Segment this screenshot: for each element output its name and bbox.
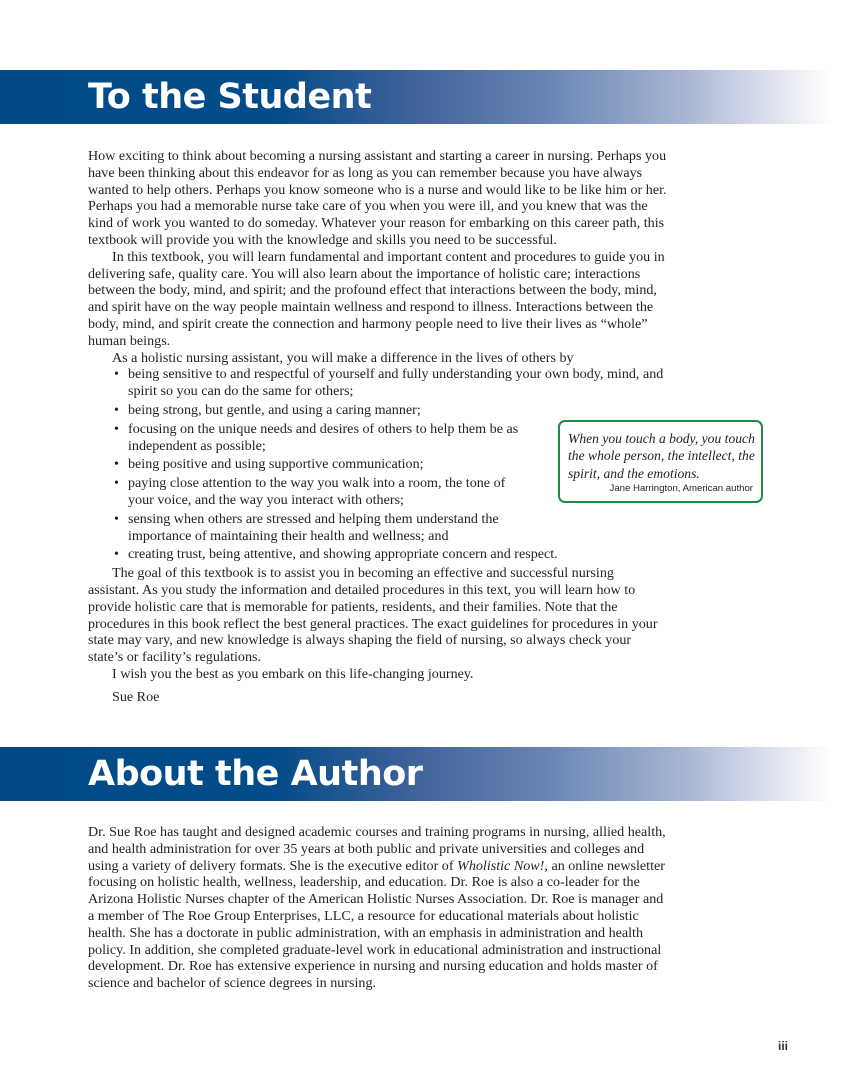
- quote-attribution: Jane Harrington, American author: [609, 483, 753, 495]
- bullet-text: creating trust, being attentive, and showing appropriate concern and respect.: [128, 546, 558, 563]
- paragraph: I wish you the best as you embark on this life-changing journey.: [112, 665, 474, 682]
- author-text-part: , an online newsletter focusing on holistic health, wellness, leadership, and education. Dr. Roe is also a co-leader for the Arizona Holistic Nurses chapter of the American Holistic Nurses Association. Dr. Roe is manager and a member of The Roe Group Enterprises, LLC, a resource for educational materials about holistic health. She has a doctorate in public administration, with an emphasis in administration and health policy. In addition, she completed graduate-level work in educational administration and instructional development. Dr. Roe has extensive experience in nursing and nursing education and holds master of science and bachelor of science degrees in nursing.: [88, 857, 665, 992]
- page-number: iii: [778, 1039, 789, 1053]
- bullet-item: [88, 402, 668, 419]
- paragraph: How exciting to think about becoming a nursing assistant and starting a career in nursing. Perhaps you have been thinking about this endeavor for as long as you can remember because you have always wanted to help others. Perhaps you know someone who is a nurse and would like to be like him or her. Perhaps you had a memorable nurse take care of you when you were ill, and you knew that was the kind of work you wanted to do someday. Whatever your reason for embarking on this career path, this textbook will provide you with the knowledge and skills you need to be successful.: [88, 148, 667, 248]
- bullet-text: being positive and using supportive communication;: [128, 456, 424, 473]
- section-title-student: To the Student: [88, 77, 372, 117]
- paragraph: In this textbook, you will learn fundamental and important content and procedures to guide you in delivering safe, quality care. You will also learn about the importance of holistic care; interactions between the body, mind, and spirit; and the profound effect that interactions between the body, mind, and spirit have on the way people maintain wellness and respond to illness. Interactions between the body, mind, and spirit create the connection and harmony people need to live their lives as “whole” human beings.: [88, 248, 665, 349]
- paragraph: As a holistic nursing assistant, you will make a difference in the lives of others by: [112, 349, 574, 366]
- bullet-text: being sensitive to and respectful of yourself and fully understanding your own body, mind, and spirit so you can do the same for others;: [128, 366, 664, 400]
- author-text-part: Dr. Sue Roe has taught and designed academic courses and training programs in nursing, allied health, and health administration for over 35 years at both public and private universities and colleges and using a variety of delivery formats. She is the executive editor of: [88, 824, 666, 874]
- bullet-item: [88, 366, 668, 400]
- quote-box: [558, 420, 763, 503]
- bullet-item: [88, 511, 668, 545]
- bullet-text: being strong, but gentle, and using a caring manner;: [128, 401, 421, 418]
- author-paragraph: [88, 824, 668, 992]
- quote-text: When you touch a body, you touch the whole person, the intellect, the spirit, and the emotions.: [568, 431, 755, 481]
- signature: Sue Roe: [112, 688, 160, 705]
- bullet-text: paying close attention to the way you walk into a room, the tone of your voice, and the way you interact with others;: [128, 475, 506, 508]
- paragraph: The goal of this textbook is to assist you in becoming an effective and successful nursing assistant. As you study the information and detailed procedures in this text, you will learn how to provide holistic care that is memorable for patients, residents, and their families. Note that the procedures in this book reflect the best general practices. The exact guidelines for procedures in your state may vary, and new knowledge is always shaping the field of nursing, so always check your state’s or facility’s regulations.: [88, 565, 658, 666]
- bullet-text: sensing when others are stressed and helping them understand the importance of maintaining their health and wellness; and: [128, 510, 499, 544]
- bullet-item: [88, 546, 668, 563]
- section-banner-student: [0, 70, 832, 124]
- newsletter-title: Wholistic Now!: [457, 857, 545, 874]
- section-banner-author: [0, 747, 832, 801]
- author-body: [88, 824, 668, 992]
- bullet-text: focusing on the unique needs and desires of others to help them be as independent as possible;: [128, 420, 519, 454]
- section-title-author: About the Author: [88, 754, 423, 794]
